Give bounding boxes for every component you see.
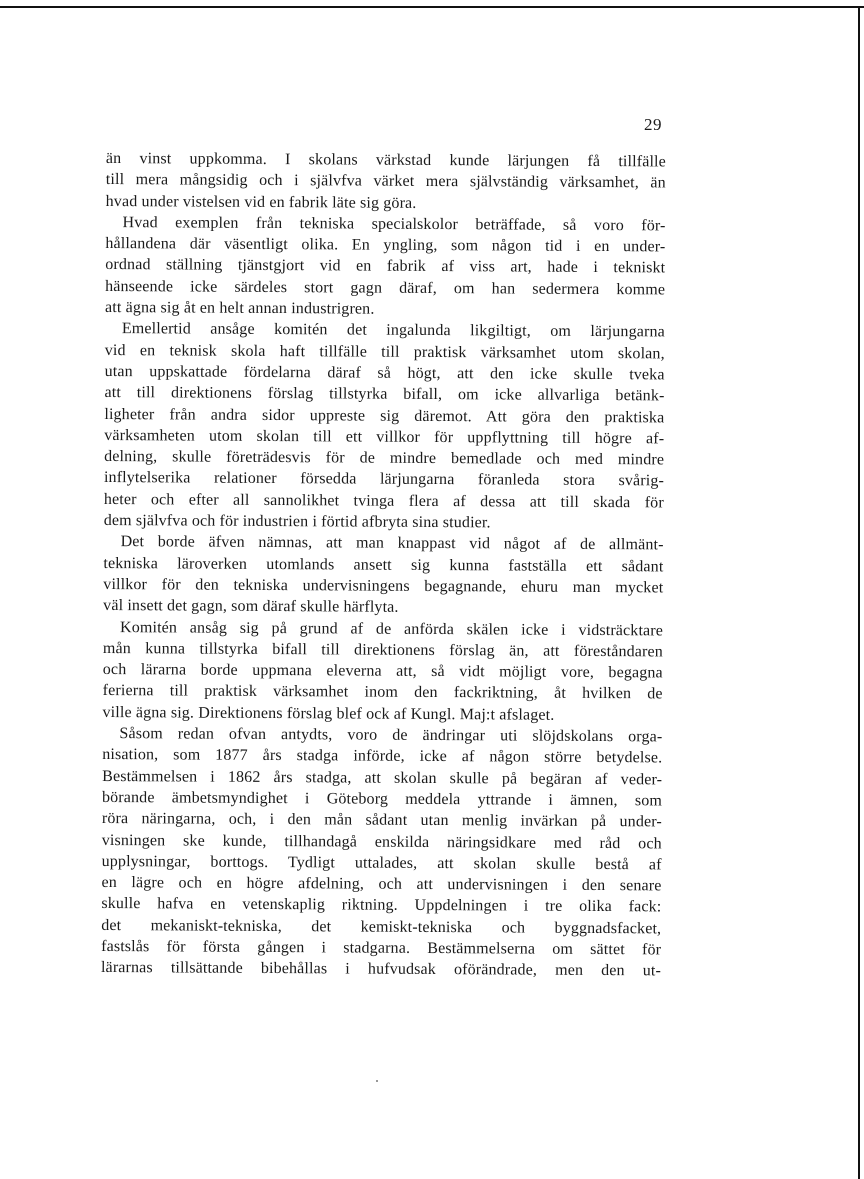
- text-line: fastslås för första gången i stadgarna. Bestämmelserna om sättet för: [101, 937, 662, 959]
- text-line: till mera mångsidig och i självfva värket mera självständig värksamhet, än: [105, 171, 666, 192]
- text-line: lärarnas tillsättande bibehållas i hufvudsak oförändrade, men den ut-: [100, 959, 662, 980]
- text-line: Komitén ansåg sig på grund af de anförda skälen icke i vidsträcktare: [120, 618, 664, 639]
- text-line: villkor för den tekniska undervisningens begagnande, ehuru man mycket: [103, 575, 664, 597]
- text-line: en lägre och en högre afdelning, och att undervisningen i den senare: [101, 874, 662, 895]
- text-line: hänseende icke särdeles stort gagn däraf, om han sedermera komme: [105, 277, 666, 299]
- text-line: ordnad ställning tjänstgjort vid en fabrik af viss art, hade i tekniskt: [105, 256, 666, 277]
- text-line: hvad under vistelsen vid en fabrik läte sig göra.: [105, 192, 417, 212]
- text-line: börande ämbetsmyndighet i Göteborg meddela yttrande i ämnen, som: [101, 788, 663, 810]
- text-line: upplysningar, borttogs. Tydligt uttalades, att skolan skulle bestå af: [101, 852, 662, 874]
- text-line: skulle hafva en vetenskaplig riktning. Uppdelningen i tre olika fack:: [101, 895, 662, 916]
- text-line: värksamheten utom skolan till ett villkor för uppflyttning till högre af-: [104, 426, 665, 448]
- text-line: ville ägna sig. Direktionens förslag blef ock af Kungl. Maj:t afslaget.: [102, 703, 555, 724]
- scan-speck: [376, 1080, 378, 1082]
- text-line: Hvad exemplen från tekniska specialskolor beträffade, så voro för-: [122, 213, 666, 235]
- text-line: dem självfva och för industrien i förtid afbryta sina studier.: [103, 512, 491, 532]
- text-line: Bestämmelsen i 1862 års stadga, att skolan skulle på begäran af veder-: [102, 767, 663, 789]
- text-line: vid en teknisk skola haft tillfälle till praktisk värksamhet utom skolan,: [104, 341, 665, 363]
- text-line: Emellertid ansåge komitén det ingalunda likgiltigt, om lärjungarna: [121, 320, 665, 341]
- text-line: röra näringarna, och, i den mån sådant utan menlig invärkan på under-: [101, 810, 662, 831]
- text-line: Det borde äfven nämnas, att man knappast vid något af de allmänt-: [120, 533, 664, 554]
- text-line: inflytelserika relationer försedda lärjungarna föranleda stora svårig-: [103, 469, 665, 490]
- text-line: än vinst uppkomma. I skolans värkstad kunde lärjungen få tillfälle: [105, 149, 666, 171]
- text-line: utan uppskattade fördelarna däraf så högt, att den icke skulle tveka: [104, 362, 665, 384]
- page-number: 29: [644, 115, 662, 134]
- text-line: nisation, som 1877 års stadga införde, icke af någon större betydelse.: [102, 746, 663, 767]
- body-text: [101, 148, 666, 982]
- text-line: delning, skulle företrädesvis för de mindre bemedlade och med mindre: [104, 448, 665, 469]
- text-line: heter och efter all sannolikhet tvinga flera af dessa att till skada för: [103, 490, 664, 512]
- text-line: att ägna sig åt en helt annan industrigren.: [104, 299, 375, 318]
- text-line: och lärarna borde uppmana eleverna att, så vidt möjligt vore, begagna: [102, 661, 663, 682]
- text-line: väl insett det gagn, som däraf skulle härflyta.: [103, 597, 399, 617]
- text-line: visningen ske kunde, tillhandagå enskilda näringsidkare med råd och: [101, 831, 662, 852]
- text-line: det mekaniskt-tekniska, det kemiskt-tekniska och byggnadsfacket,: [101, 916, 662, 938]
- scan-border-right: [858, 6, 860, 1179]
- text-line: hållandena där väsentligt olika. En yngling, som någon tid i en under-: [105, 235, 666, 256]
- scan-border-top: [0, 6, 864, 8]
- text-line: tekniska läroverken utomlands ansett sig kunna fastställa ett sådant: [103, 554, 664, 576]
- text-line: ferierna till praktisk värksamhet inom den fackriktning, åt hvilken de: [102, 682, 663, 703]
- text-line: ligheter från andra sidor uppreste sig däremot. Att göra den praktiska: [104, 405, 665, 426]
- text-line: att till direktionens förslag tillstyrka bifall, om icke allvarliga betänk-: [104, 384, 665, 405]
- text-line: Såsom redan ofvan antydts, voro de ändringar uti slöjdskolans orga-: [119, 725, 663, 746]
- text-line: mån kunna tillstyrka bifall till direktionens förslag än, att föreståndaren: [102, 639, 663, 661]
